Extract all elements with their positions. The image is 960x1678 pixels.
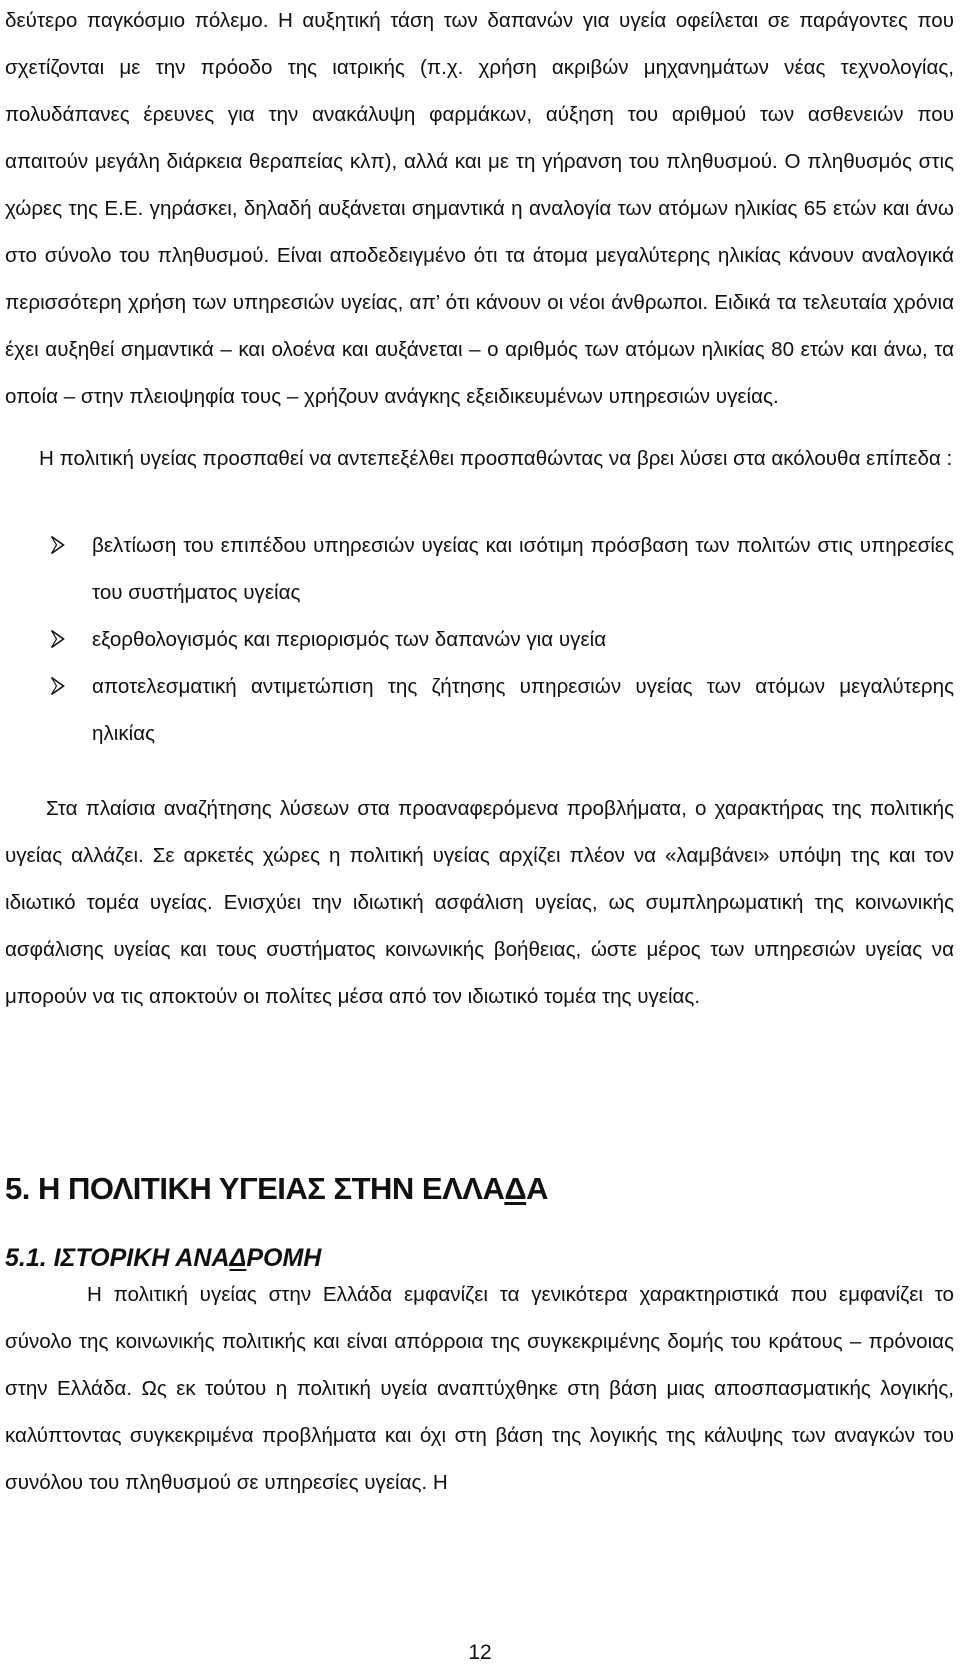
- list-item: [50, 522, 954, 616]
- paragraph-health-expenditure: δεύτερο παγκόσμιο πόλεμο. Η αυξητική τάση των δαπανών για υγεία οφείλεται σε παράγοντες που σχετίζονται με την πρόοδο της ιατρικής (π.χ. χρήση ακριβών μηχανημάτων νέας τεχνολογίας, πολυδάπανες έρευνες για την ανακάλυψη φαρμάκων, αύξηση του αριθμού των ασθενειών που απαιτούν μεγάλη διάρκεια θεραπείας κλπ), αλλά και με τη γήρανση του πληθυσμού. Ο πληθυσμός στις χώρες της Ε.Ε. γηράσκει, δηλαδή αυξάνεται σημαντικά η αναλογία των ατόμων ηλικίας 65 ετών και άνω στο σύνολο του πληθυσμού. Είναι αποδεδειγμένο ότι τα άτομα μεγαλύτερης ηλικίας κάνουν αναλογικά περισσότερη χρήση των υπηρεσιών υγείας, απ’ ότι κάνουν οι νέοι άνθρωποι. Ειδικά τα τελευταία χρόνια έχει αυξηθεί σημαντικά – και ολοένα και αυξάνεται – ο αριθμός των ατόμων ηλικίας 80 ετών και άνω, τα οποία – στην πλειοψηφία τους – χρήζουν ανάγκης εξειδικευμένων υπηρεσιών υγείας.: [5, 9, 954, 408]
- paragraph-greek-health-policy: Η πολιτική υγείας στην Ελλάδα εμφανίζει τα γενικότερα χαρακτηριστικά που εμφανίζει το σύνολο της κοινωνικής πολιτικής και είναι απόρροια της συγκεκριμένης δομής του κράτους – πρόνοιας στην Ελλάδα. Ως εκ τούτου η πολιτική υγεία αναπτύχθηκε στη βάση μιας αποσπασματικής λογικής, καλύπτοντας συγκεκριμένα προβλήματα και όχι στη βάση της λογικής της κάλυψης των αναγκών του συνόλου του πληθυσμού σε υπηρεσίες υγείας. Η: [5, 1283, 954, 1494]
- list-item-text: εξορθολογισμός και περιορισμός των δαπανών για υγεία: [92, 628, 607, 651]
- heading-text-end: Α: [526, 1171, 549, 1206]
- heading-text-end: ΡΟΜΗ: [246, 1244, 322, 1272]
- bullet-list: [50, 522, 954, 757]
- list-item-text: βελτίωση του επιπέδου υπηρεσιών υγείας και ισότιμη πρόσβαση των πολιτών στις υπηρεσίες του συστήματος υγείας: [92, 534, 954, 604]
- arrow-bullet-icon: [50, 676, 65, 696]
- list-item: [50, 616, 954, 663]
- subsection-heading-5-1: [5, 1244, 321, 1273]
- heading-text: 5. Η ΠΟΛΙΤΙΚΗ ΥΓΕΙΑΣ ΣΤΗΝ ΕΛΛΑ: [5, 1171, 505, 1206]
- heading-text-underlined: Δ: [229, 1244, 247, 1272]
- paragraph-health-policy-levels: Η πολιτική υγείας προσπαθεί να αντεπεξέλθει προσπαθώντας να βρει λύσει στα ακόλουθα επίπεδα :: [39, 447, 953, 470]
- heading-text-underlined: Δ: [504, 1171, 527, 1206]
- section-heading-5: [5, 1171, 548, 1207]
- paragraph-policy-character: Στα πλαίσια αναζήτησης λύσεων στα προαναφερόμενα προβλήματα, ο χαρακτήρας της πολιτικής υγείας αλλάζει. Σε αρκετές χώρες η πολιτική υγείας αρχίζει πλέον να «λαμβάνει» υπόψη της και τον ιδιωτικό τομέα υγείας. Ενισχύει την ιδιωτική ασφάλιση υγείας, ως συμπληρωματική της κοινωνικής ασφάλισης υγείας και τους συστήματος κοινωνικής βοήθειας, ώστε μέρος των υπηρεσιών υγείας να μπορούν να τις αποκτούν οι πολίτες μέσα από τον ιδιωτικό τομέα της υγείας.: [5, 797, 954, 1008]
- list-item: [50, 663, 954, 757]
- arrow-bullet-icon: [50, 629, 65, 649]
- heading-text: 5.1. ΙΣΤΟΡΙΚΗ ΑΝΑ: [5, 1244, 230, 1272]
- list-item-text: αποτελεσματική αντιμετώπιση της ζήτησης υπηρεσιών υγείας των ατόμων μεγαλύτερης ηλικίας: [92, 675, 954, 745]
- arrow-bullet-icon: [50, 535, 65, 555]
- page-number: 12: [468, 1641, 492, 1664]
